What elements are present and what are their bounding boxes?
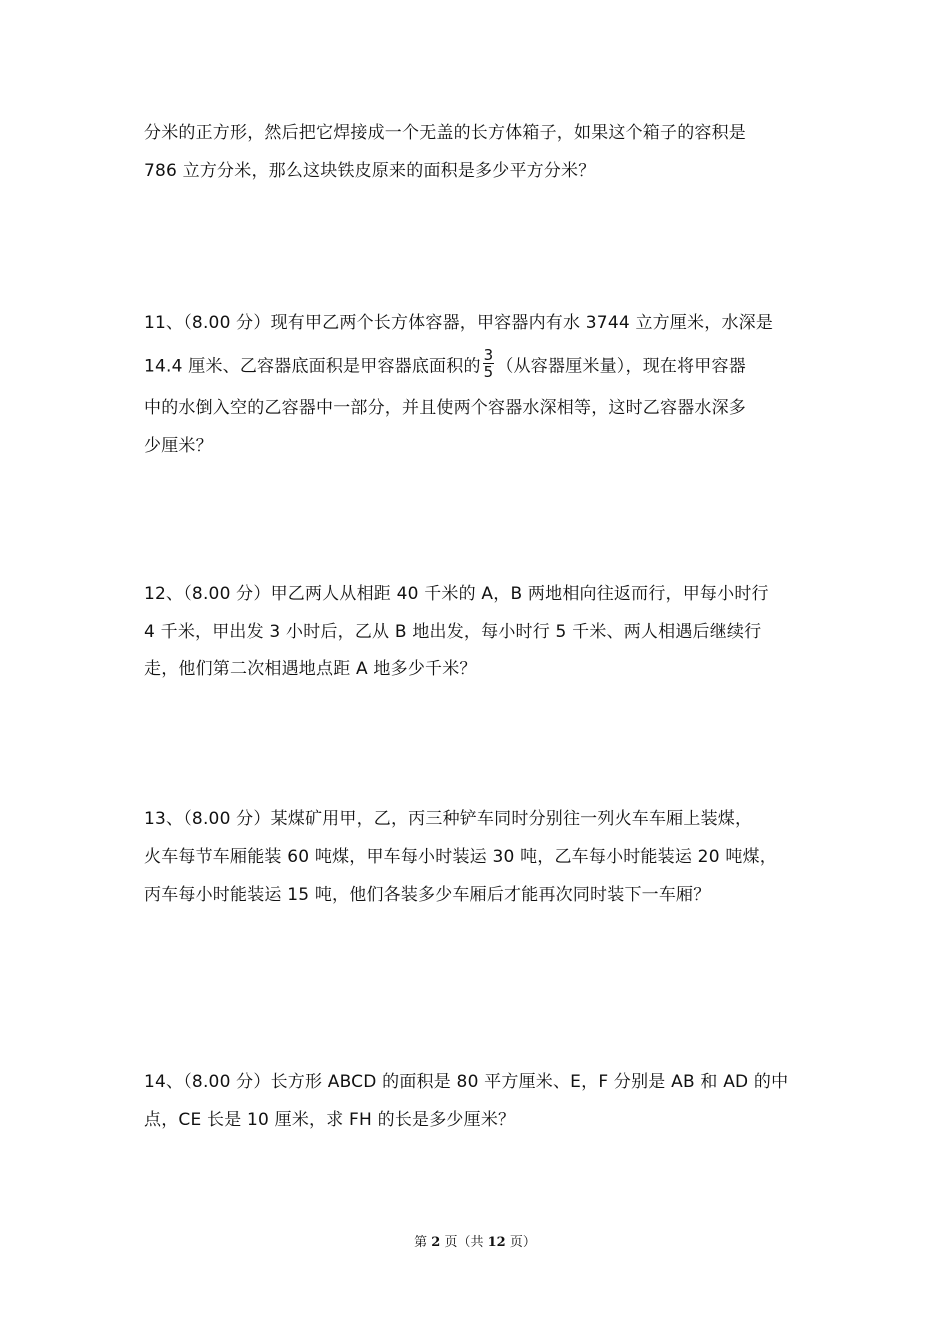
q13-line-2: 火车每节车厢能装 60 吨煤，甲车每小时装运 30 吨，乙车每小时能装运 20 吨煤， xyxy=(144,847,777,867)
q13-line-3: 丙车每小时能装运 15 吨，他们各装多少车厢后才能再次同时装下一车厢？ xyxy=(144,885,711,905)
page-footer xyxy=(0,1231,950,1250)
intro-line-2: 786 立方分米，那么这块铁皮原来的面积是多少平方分米？ xyxy=(144,161,596,181)
fraction-three-fifths xyxy=(483,347,495,380)
q11-line-2-pre: 14.4 厘米、乙容器底面积是甲容器底面积的 xyxy=(144,356,481,377)
footer-suffix: 页） xyxy=(505,1235,536,1250)
footer-middle: 页（共 xyxy=(440,1235,488,1250)
q11-line-4: 少厘米？ xyxy=(144,436,213,456)
q12-line-2: 4 千米，甲出发 3 小时后，乙从 B 地出发，每小时行 5 千米、两人相遇后继续行 xyxy=(144,622,762,642)
q12-line-1: 12、（8.00 分）甲乙两人从相距 40 千米的 A，B 两地相向往返而行，甲每小时行 xyxy=(144,584,769,604)
q11-line-3: 中的水倒入空的乙容器中一部分，并且使两个容器水深相等，这时乙容器水深多 xyxy=(144,398,746,418)
footer-prefix: 第 xyxy=(414,1235,432,1250)
fraction-denominator: 5 xyxy=(483,363,494,381)
q14-line-2: 点，CE 长是 10 厘米，求 FH 的长是多少厘米？ xyxy=(144,1110,516,1130)
q11-line-2 xyxy=(144,346,808,383)
q13-line-1: 13、（8.00 分）某煤矿用甲，乙，丙三种铲车同时分别往一列火车车厢上装煤， xyxy=(144,809,753,829)
q11-line-1: 11、（8.00 分）现有甲乙两个长方体容器，甲容器内有水 3744 立方厘米，水深是 xyxy=(144,313,774,333)
fraction-numerator: 3 xyxy=(483,346,494,364)
footer-page-number: 2 xyxy=(431,1235,441,1250)
q11-line-2-post: （从容器厘米量），现在将甲容器 xyxy=(496,356,746,377)
intro-line-1: 分米的正方形，然后把它焊接成一个无盖的长方体箱子，如果这个箱子的容积是 xyxy=(144,123,746,143)
q14-line-1: 14、（8.00 分）长方形 ABCD 的面积是 80 平方厘米、E，F 分别是 AB 和 AD 的中 xyxy=(144,1072,789,1092)
footer-total-pages: 12 xyxy=(487,1235,506,1250)
q12-line-3: 走，他们第二次相遇地点距 A 地多少千米？ xyxy=(144,659,477,679)
